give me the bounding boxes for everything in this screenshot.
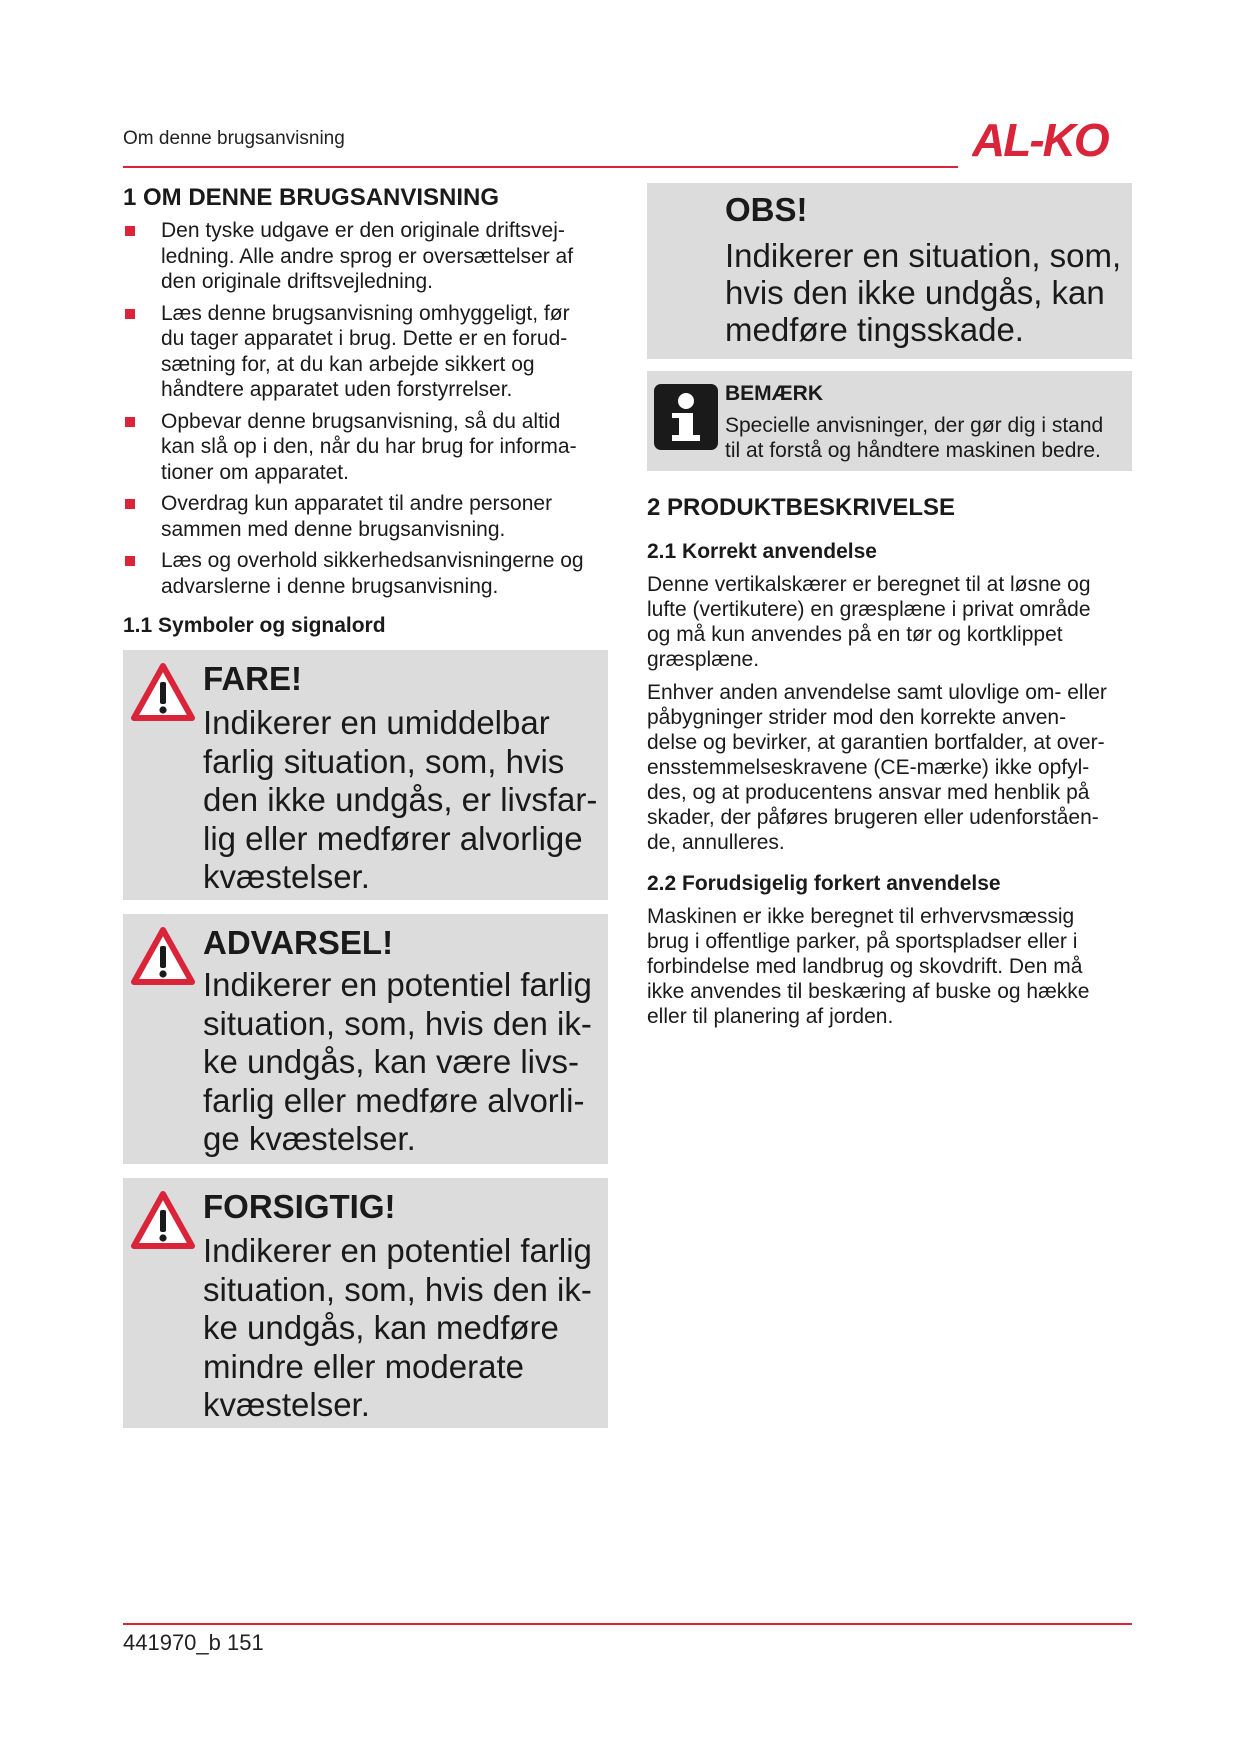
- bullet-text: Den tyske udgave er den originale driftsvej- ledning. Alle andre sprog er oversættelser af den originale driftsvejledning.: [161, 219, 574, 293]
- warning-title: ADVARSEL!: [203, 924, 394, 961]
- notice-text: Indikerer en situation, som, hvis den ikke undgås, kan medføre tingsskade.: [725, 237, 1122, 348]
- brand-logo: [972, 116, 1132, 162]
- subheading-correct-use: 2.1 Korrekt anvendelse: [647, 540, 877, 563]
- bullet-item: [123, 548, 613, 599]
- subheading-symbols: 1.1 Symboler og signalord: [123, 614, 386, 637]
- caution-text: Indikerer en potentiel farlig situation, som, hvis den ik- ke undgås, kan medføre mindre eller moderate kvæstelser.: [203, 1232, 592, 1423]
- danger-text: Indikerer en umiddelbar farlig situation, som, hvis den ikke undgås, er livsfar- lig eller medfører alvorlige kvæstelser.: [203, 704, 598, 895]
- bullet-text: Opbevar denne brugsanvisning, så du altid kan slå op i den, når du har brug for informa- tioner om apparatet.: [161, 409, 577, 484]
- warning-triangle-icon: [131, 926, 195, 986]
- warning-text: Indikerer en potentiel farlig situation, som, hvis den ik- ke undgås, kan være livs- farlig eller medføre alvorli- ge kvæstelser.: [203, 966, 592, 1157]
- bullet-square-icon: [125, 417, 135, 427]
- header-divider: [123, 166, 958, 168]
- notice-box: [647, 183, 1132, 359]
- note-text: Specielle anvisninger, der gør dig i stand til at forstå og håndtere maskinen bedre.: [725, 414, 1104, 462]
- bullet-item: [123, 491, 613, 542]
- info-icon: [654, 384, 718, 450]
- bullet-item: [123, 409, 613, 486]
- bullet-square-icon: [125, 499, 135, 509]
- bullet-square-icon: [125, 556, 135, 566]
- bullet-text: Læs denne brugsanvisning omhyggeligt, før du tager apparatet i brug. Dette er en forud- sætning for, at du kan arbejde sikkert og håndtere apparatet uden forstyrrelser.: [161, 301, 570, 401]
- footer-doc-number: 441970_b 151: [123, 1630, 264, 1655]
- subheading-misuse: 2.2 Forudsigelig forkert anvendelse: [647, 872, 1001, 895]
- warning-triangle-icon: [131, 662, 195, 722]
- bullet-text: Overdrag kun apparatet til andre personer sammen med denne brugsanvisning.: [161, 492, 553, 541]
- section-heading-1: 1 OM DENNE BRUGSANVISNING: [123, 184, 500, 211]
- bullet-text: Læs og overhold sikkerhedsanvisningerne og advarslerne i denne brugsanvisning.: [161, 549, 584, 598]
- paragraph-misuse: Maskinen er ikke beregnet til erhvervsmæssig brug i offentlige parker, på sportspladser eller i forbindelse med landbrug og skovdrift. Den må ikke anvendes til beskæring af buske og hække eller til planering af jorden.: [647, 905, 1090, 1028]
- paragraph-correct-use: Denne vertikalskærer er beregnet til at løsne og lufte (vertikutere) en græsplæne i privat område og må kun anvendes på en tør og kortklippet græsplæne.: [647, 573, 1091, 671]
- section-heading-2: 2 PRODUKTBESKRIVELSE: [647, 494, 956, 521]
- bullet-square-icon: [125, 226, 135, 236]
- note-box: [647, 371, 1132, 471]
- caution-title: FORSIGTIG!: [203, 1188, 396, 1225]
- footer-divider: [123, 1623, 1132, 1625]
- warning-triangle-icon: [131, 1190, 195, 1250]
- bullet-item: [123, 301, 613, 403]
- paragraph-other-use: Enhver anden anvendelse samt ulovlige om- eller påbygninger strider mod den korrekte anven- delse og bevirker, at garantien bortfalder, at over- ensstemmelseskravene (CE-mærke) ikke opfyl- des, og at producentens ansvar med henblik på skader, der påføres brugeren eller udenforståen- de, annulleres.: [647, 681, 1107, 854]
- warning-notice-box: [123, 914, 608, 1164]
- bullet-item: [123, 218, 613, 295]
- logo-text: AL-KO: [972, 116, 1108, 162]
- bullet-square-icon: [125, 309, 135, 319]
- note-title: BEMÆRK: [725, 382, 823, 405]
- danger-title: FARE!: [203, 660, 302, 697]
- header-section-title: Om denne brugsanvisning: [123, 128, 345, 149]
- caution-notice-box: [123, 1178, 608, 1428]
- danger-notice-box: [123, 650, 608, 900]
- notice-title: OBS!: [725, 191, 808, 228]
- intro-bullet-list: [123, 218, 613, 605]
